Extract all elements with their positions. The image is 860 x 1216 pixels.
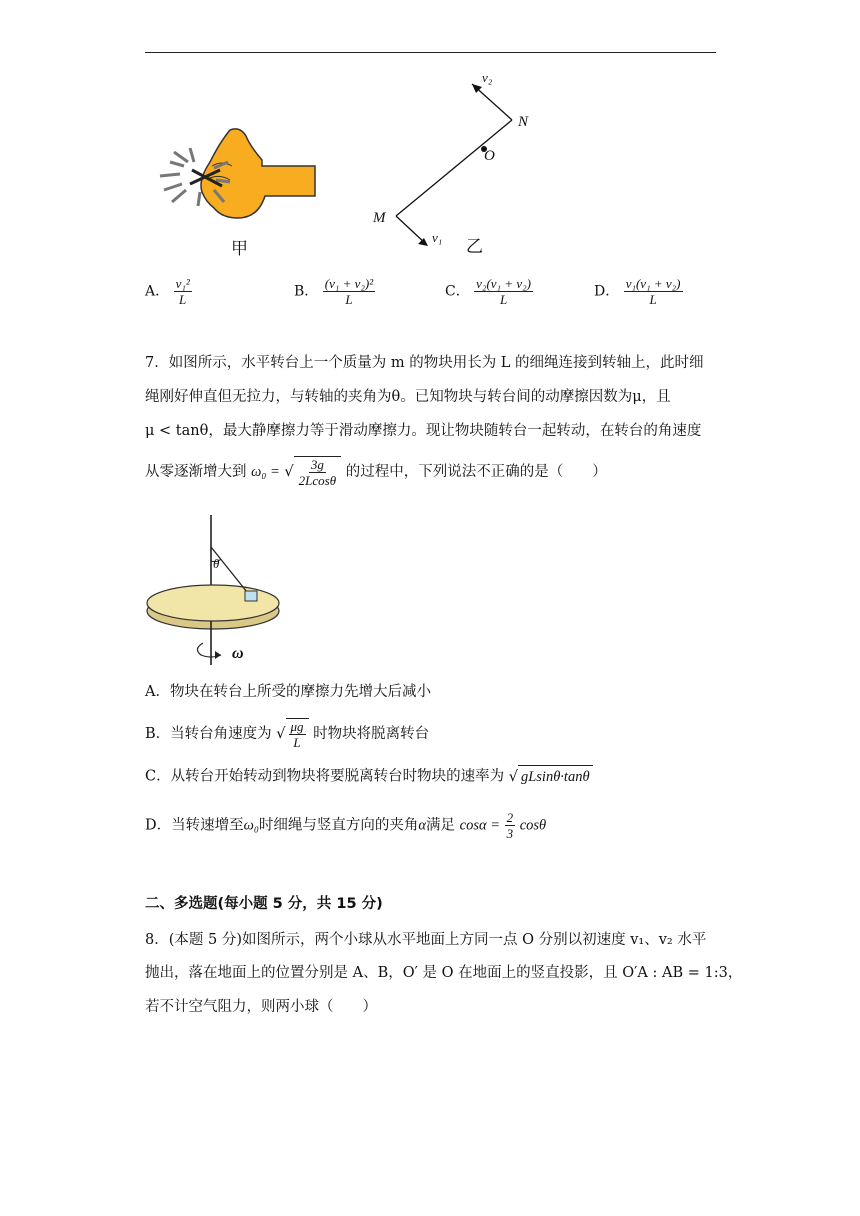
block-icon	[245, 591, 257, 601]
fig-yi-label: 乙	[466, 237, 483, 257]
q7-option-c[interactable]: C．从转台开始转动到物块将要脱离转台时物块的速率为 √ gLsinθ·tanθ	[145, 765, 593, 788]
q6-option-c[interactable]: C． $\frac{\text{v₂(v₁ + v₂)}}{L}$	[445, 276, 531, 307]
q6-option-a[interactable]: A． $\frac{\text{v₁²}}{L}$	[145, 276, 190, 307]
q6-option-d[interactable]: D． $\frac{\text{v₁(v₁ + v₂)}}{L}$	[594, 276, 681, 307]
q6-option-b[interactable]: B． $\frac{\text{(v₁ + v₂)²}}{L}$	[294, 276, 374, 307]
turntable-figure	[145, 515, 285, 670]
label-o: O	[484, 148, 495, 164]
label-v1: v₁	[432, 230, 443, 245]
top-rule	[145, 52, 716, 53]
q7-line-4: 从零逐渐增大到 ω₀ = √ $\frac{3g}{2Lcos\theta}$ 的过程中，下列说法不正确的是（ ）	[145, 457, 607, 488]
section-2-title: 二、多选题(每小题 5 分，共 15 分)	[145, 896, 383, 912]
q8-line-2: 抛出，落在地面上的位置分别是 A、B，O′ 是 O 在地面上的竖直投影，且 O′A : AB = 1:3，	[145, 965, 743, 981]
q7-line-1: 7．如图所示，水平转台上一个质量为 m 的物块用长为 L 的细绳连接到转轴上，此时细	[145, 355, 704, 371]
q8-line-3: 若不计空气阻力，则两小球（ ）	[145, 999, 377, 1015]
fig-omega: ω	[232, 645, 244, 662]
label-n: N	[518, 114, 529, 130]
q7-line-3: μ < tanθ，最大静摩擦力等于滑动摩擦力。现让物块随转台一起转动，在转台的角速度	[145, 423, 702, 439]
label-v2: v₂	[482, 70, 493, 85]
hand-icon	[201, 129, 315, 218]
q8-line-1: 8．(本题 5 分)如图所示，两个小球从水平地面上方同一点 O 分别以初速度 v₁、v₂ 水平	[145, 932, 707, 948]
q7-option-d[interactable]: D．当转速增至ω₀时细绳与竖直方向的夹角α满足 cosα = $\frac{2}{3}$ cosθ	[145, 810, 547, 841]
velocity-diagram	[370, 68, 550, 258]
q7-line-2: 绳刚好伸直但无拉力，与转轴的夹角为θ。已知物块与转台间的动摩擦因数为μ，且	[145, 389, 671, 405]
fig-jia-label: 甲	[231, 239, 248, 259]
fig-theta: θ	[213, 556, 220, 571]
q7-option-b[interactable]: B．当转台角速度为 √ $\frac{\mu g}{L}$ 时物块将脱离转台	[145, 719, 430, 750]
label-m: M	[373, 210, 386, 226]
q7-option-a[interactable]: A．物块在转台上所受的摩擦力先增大后减小	[145, 684, 431, 700]
